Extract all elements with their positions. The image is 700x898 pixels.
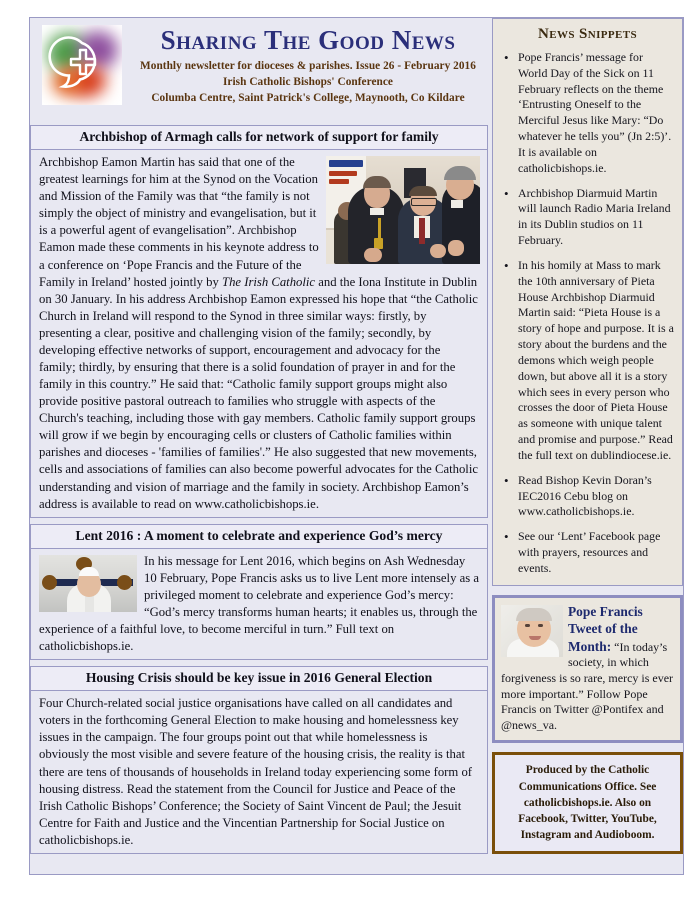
pope-tweet-box — [492, 595, 683, 744]
left-column — [30, 18, 488, 874]
article-lent-headline: Lent 2016 : A moment to celebrate and experience God’s mercy — [31, 525, 487, 549]
masthead-subtitle-organisation: Irish Catholic Bishops' Conference — [222, 75, 393, 88]
right-column — [492, 18, 683, 874]
list-item: • Pope Francis’ message for World Day of the Sick on 11 February reflects on the theme ‘Entrusting Oneself to the Merciful Jesus like Mary: “Do whatever he tells you” (Jn 2:5)’. It is available on catholicbishops.ie. — [516, 50, 675, 177]
article-armagh-italic-publication: The Irish Catholic — [222, 274, 316, 289]
speech-bubble-cross-icon — [42, 25, 122, 105]
list-item: • Read Bishop Kevin Doran’s IEC2016 Cebu blog on www.catholicbishops.ie. — [516, 473, 675, 520]
article-armagh-text-part1: Archbishop Eamon Martin has said that one of the greatest learnings for him at the Synod on the Vocation and Mission of the Family was that “the family is not simply the object of ministry and evangelisation, but it is a powerful agent of evangelisation”. Archbishop Eamon made these comments in his keynote address to a conference on ‘Pope Francis and the Future of the Family in Ireland’ hosted jointly by — [39, 155, 319, 289]
article-armagh-body — [31, 150, 487, 517]
organisation-logo-icon — [42, 25, 122, 105]
pope-francis-photo — [501, 605, 563, 657]
article-lent — [30, 524, 488, 661]
article-lent-photo — [39, 555, 137, 612]
article-housing-body — [31, 691, 487, 853]
produced-by-text: Produced by the Catholic Communications Office. See catholicbishops.ie. Also on Facebook, Twitter, YouTube, Instagram and Audioboom. — [518, 764, 657, 842]
page-title: Sharing The Good News — [160, 25, 456, 55]
produced-by-box — [492, 752, 683, 854]
article-housing — [30, 666, 488, 854]
news-snippets-title: News Snippets — [537, 26, 638, 42]
list-item: • In his homily at Mass to mark the 10th anniversary of Pieta House Archbishop Diarmuid Martin said: “Pieta House is a story of hope and purpose. It is a story about the burdens and the demons which weigh people down, but above all it is a story which sees in every person who crosses the door of Pieta House as someone with unique talent and promise and purpose.” Read the full text on dublindiocese.ie. — [516, 258, 675, 464]
list-item: • Archbishop Diarmuid Martin will launch Radio Maria Ireland in its Dublin studios on 11 February. — [516, 186, 675, 249]
masthead-subtitle-address: Columba Centre, Saint Patrick's College, Maynooth, Co Kildare — [151, 91, 465, 104]
list-item: • See our ‘Lent’ Facebook page with prayers, resources and events. — [516, 529, 675, 576]
article-lent-text: In his message for Lent 2016, which begins on Ash Wednesday 10 February, Pope Francis asks us to live Lent more intensely as a privileged moment to celebrate and experience God’s mercy: “God’s mercy transforms human hearts; it enables us, through the experience of a faithful love, to become merciful in turn.” Full text on catholicbishops.ie. — [39, 553, 479, 654]
article-lent-body — [31, 549, 487, 659]
article-armagh-text-part2: and the Iona Institute in Dublin on 30 January. In his address Archbishop Eamon expressed his hope that “the Catholic Church in Ireland will respond to the Synod in three similar ways: firstly, by presenting a clear, positive and challenging vision of the family; secondly, by developing effective networks of support, encouragement and advocacy for the family; thirdly, by ensuring that there is a solid foundation of prayer in and for the family in this country.” He said that: “Catholic family support groups might also provide positive pastoral outreach to families who struggle with aspects of the Church's teaching, including those with gay members. Catholic family support groups will grow if we begin by encouraging cells or clusters of Catholic families within parishes and dioceses - 'families of families'.” He also suggested that new movements, cells and associations of families can also become powerful advocates for the Catholic understanding and vision of marriage and the family in society. Archbishop Eamon’s address is available to read on www.catholicbishops.ie. — [39, 274, 478, 511]
pope-tweet-heading: Pope Francis Tweet of the Month: — [568, 603, 643, 654]
article-housing-headline: Housing Crisis should be key issue in 2016 General Election — [31, 667, 487, 691]
article-armagh — [30, 125, 488, 518]
news-snippets-box — [492, 18, 683, 586]
masthead-text — [122, 22, 488, 106]
article-housing-text: Four Church-related social justice organisations have called on all candidates and voters in the forthcoming General Election to make housing and homelessness key issues in the campaign. The four groups point out that while homelessness is obviously the most visible and severe feature of the housing crisis, the reality is that there are tens of thousands of households in Ireland today experiencing some form of housing distress. Read the statement from the Council for Justice and Peace of the Irish Catholic Bishops’ Conference; the Society of Saint Vincent de Paul; the Jesuit Centre for Faith and Justice and the Vincentian Partnership for Social Justice on catholicbishops.ie. — [39, 696, 473, 847]
masthead-subtitle-issue: Monthly newsletter for dioceses & parishes. Issue 26 - February 2016 — [140, 60, 476, 73]
pope-tweet-body: “In today’s society, in which forgiveness is so rare, mercy is ever more important.” Follow Pope Francis on Twitter @Pontifex and @news_va. — [501, 639, 674, 732]
article-armagh-photo — [326, 156, 480, 264]
masthead — [30, 18, 488, 125]
article-armagh-headline: Archbishop of Armagh calls for network of support for family — [31, 126, 487, 150]
news-snippets-list — [500, 50, 675, 577]
